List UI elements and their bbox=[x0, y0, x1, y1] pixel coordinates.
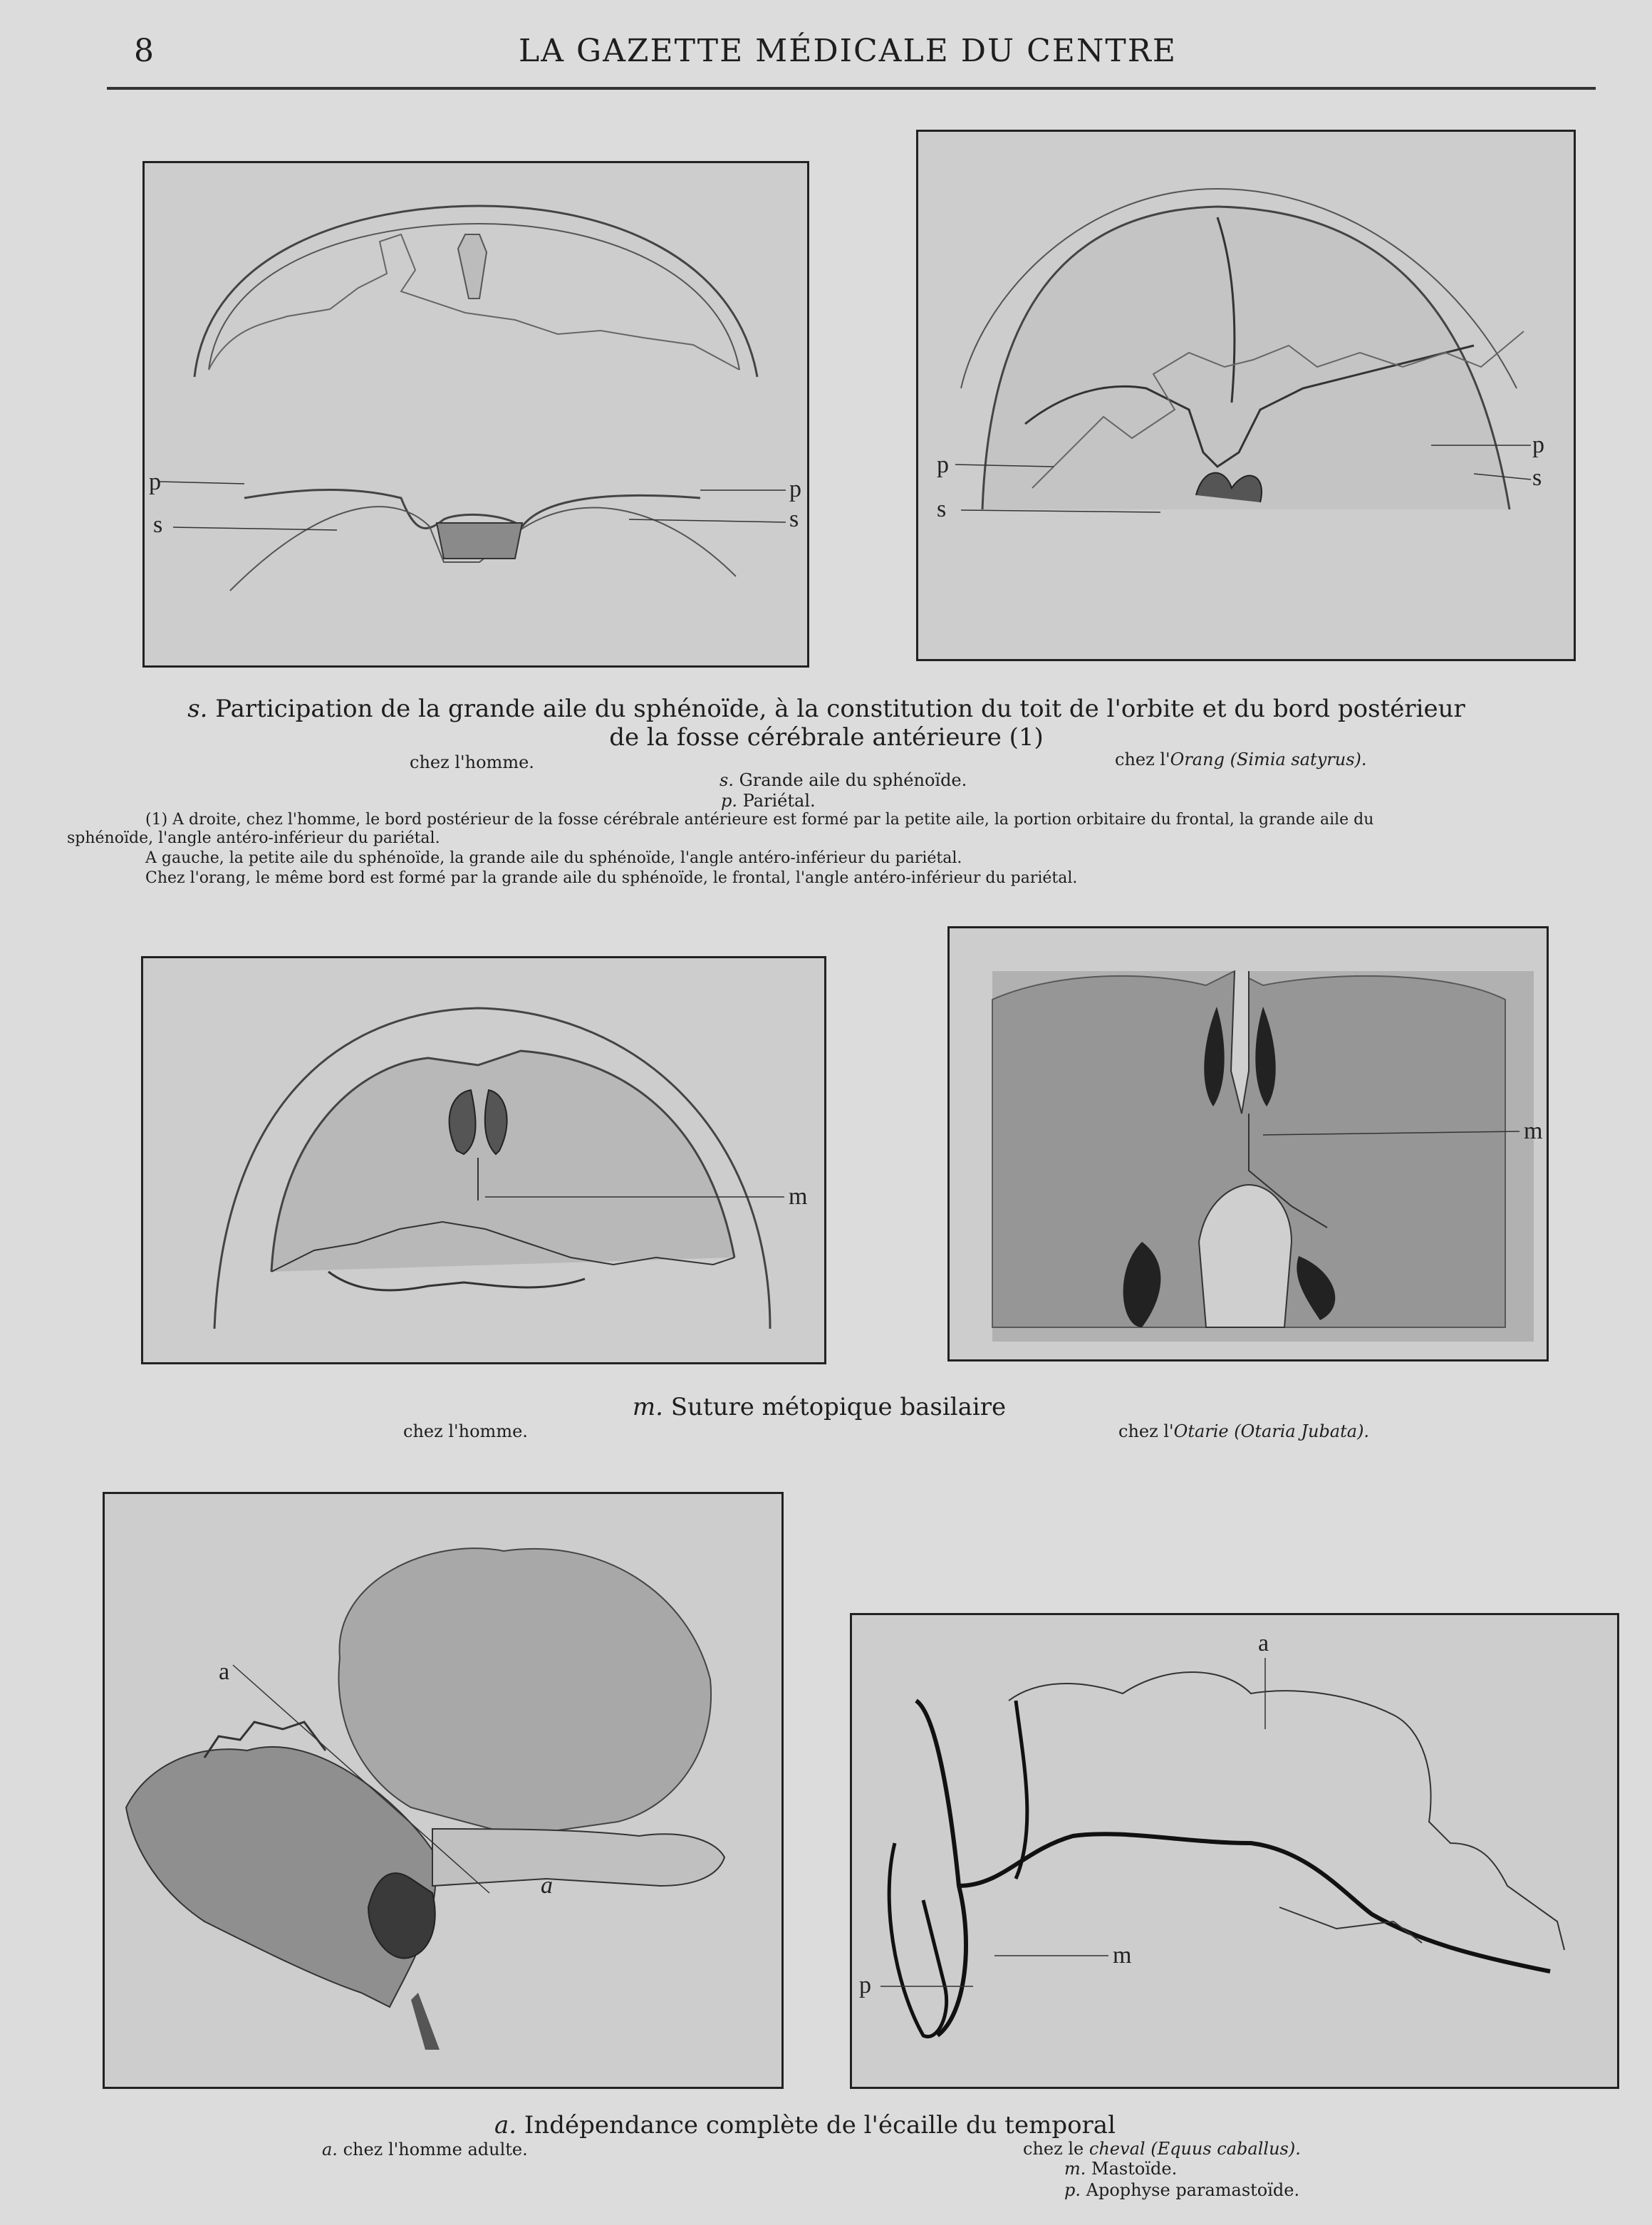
label-p-right: p bbox=[1532, 432, 1544, 458]
figure2-left-label: chez l'homme. bbox=[403, 1421, 528, 1441]
plate-human-temporal bbox=[103, 1492, 784, 2089]
figure1-right-label-latin: (Simia satyrus). bbox=[1230, 750, 1367, 769]
label-p-left: p bbox=[937, 452, 949, 478]
figure3-right-label-latin: (Equus caballus). bbox=[1150, 2139, 1301, 2159]
journal-title: LA GAZETTE MÉDICALE DU CENTRE bbox=[518, 33, 1178, 69]
label-m: m bbox=[1113, 1942, 1132, 1969]
figure1-right-label-species: Orang bbox=[1170, 750, 1225, 769]
figure3-left-label-text: chez l'homme adulte. bbox=[343, 2140, 528, 2159]
plate-human-metopic bbox=[141, 956, 826, 1364]
figure1-right-label-prefix: chez l' bbox=[1115, 750, 1170, 769]
plate-orang-orbit bbox=[916, 130, 1576, 661]
page-header bbox=[107, 33, 1589, 76]
label-a-bone: a bbox=[541, 1872, 553, 1899]
figure1-right-label bbox=[1115, 750, 1367, 769]
plate-horse-temporal bbox=[850, 1613, 1619, 2089]
legend-m-key: m. bbox=[1064, 2159, 1086, 2179]
figure1-legend-p bbox=[721, 791, 816, 811]
figure3-left-label-key: a. bbox=[322, 2140, 338, 2159]
label-m: m bbox=[789, 1183, 808, 1210]
label-p-left: p bbox=[149, 469, 161, 495]
figure1-caption-line1: Participation de la grande aile du sphénoïde, à la constitution du toit de l'orbite et du bord postérieur bbox=[215, 695, 1465, 723]
figure1-caption bbox=[171, 695, 1482, 752]
plate-human-orbit bbox=[142, 161, 809, 668]
legend-p-key: p. bbox=[1064, 2180, 1081, 2200]
figure3-caption-text: Indépendance complète de l'écaille du temporal bbox=[524, 2111, 1116, 2140]
figure2-right-label-latin: (Otaria Jubata). bbox=[1234, 1421, 1370, 1441]
figure1-caption-prefix: s. bbox=[187, 695, 208, 723]
figure3-caption-prefix: a. bbox=[494, 2111, 517, 2140]
legend-p-text: Pariétal. bbox=[742, 791, 816, 811]
figure2-right-label-prefix: chez l' bbox=[1118, 1421, 1174, 1441]
figure3-right-label-species: cheval bbox=[1089, 2139, 1146, 2159]
page-number: 8 bbox=[134, 33, 154, 69]
figure2-caption bbox=[499, 1393, 1140, 1421]
legend-s-key: s. bbox=[719, 770, 734, 790]
label-p: p bbox=[859, 1972, 871, 1998]
figure1-footnote-4: Chez l'orang, le même bord est formé par la grande aile du sphénoïde, le frontal, l'angle antéro-inférieur du pariétal. bbox=[145, 869, 1078, 887]
figure3-left-label bbox=[322, 2140, 528, 2159]
figure3-caption bbox=[413, 2111, 1197, 2140]
legend-m-text: Mastoïde. bbox=[1091, 2159, 1178, 2179]
label-s-right: s bbox=[789, 506, 799, 532]
figure3-legend-m bbox=[1064, 2159, 1177, 2179]
figure1-legend-s bbox=[719, 770, 967, 790]
figure2-caption-text: Suture métopique basilaire bbox=[670, 1393, 1007, 1421]
plate-otaria-metopic bbox=[947, 926, 1549, 1362]
label-a: a bbox=[219, 1659, 230, 1685]
legend-p-text: Apophyse paramastoïde. bbox=[1086, 2180, 1300, 2200]
label-s-right: s bbox=[1532, 465, 1542, 491]
figure2-right-label-species: Otarie bbox=[1173, 1421, 1229, 1441]
label-a: a bbox=[1258, 1630, 1269, 1656]
legend-s-text: Grande aile du sphénoïde. bbox=[739, 770, 967, 790]
label-m: m bbox=[1524, 1118, 1543, 1144]
figure1-caption-line2: de la fosse cérébrale antérieure (1) bbox=[609, 723, 1044, 752]
figure1-left-label: chez l'homme. bbox=[410, 752, 534, 772]
label-s-left: s bbox=[153, 512, 163, 538]
figure1-footnote-1: (1) A droite, chez l'homme, le bord postérieur de la fosse cérébrale antérieure est formé par la petite aile, la portion orbitaire du frontal, la grande aile du bbox=[145, 811, 1374, 829]
figure3-right-label-prefix: chez le bbox=[1023, 2139, 1084, 2159]
figure1-footnote-2: sphénoïde, l'angle antéro-inférieur du pariétal. bbox=[67, 829, 440, 847]
figure3-legend-p bbox=[1064, 2180, 1299, 2200]
label-p-right: p bbox=[789, 476, 801, 502]
figure3-right-label bbox=[1023, 2139, 1301, 2159]
legend-p-key: p. bbox=[721, 791, 737, 811]
figure2-right-label bbox=[1118, 1421, 1369, 1441]
label-s-left: s bbox=[937, 496, 947, 522]
figure2-caption-prefix: m. bbox=[632, 1393, 663, 1421]
header-rule bbox=[107, 87, 1596, 90]
figure1-footnote-3: A gauche, la petite aile du sphénoïde, la grande aile du sphénoïde, l'angle antéro-inférieur du pariétal. bbox=[145, 849, 962, 867]
